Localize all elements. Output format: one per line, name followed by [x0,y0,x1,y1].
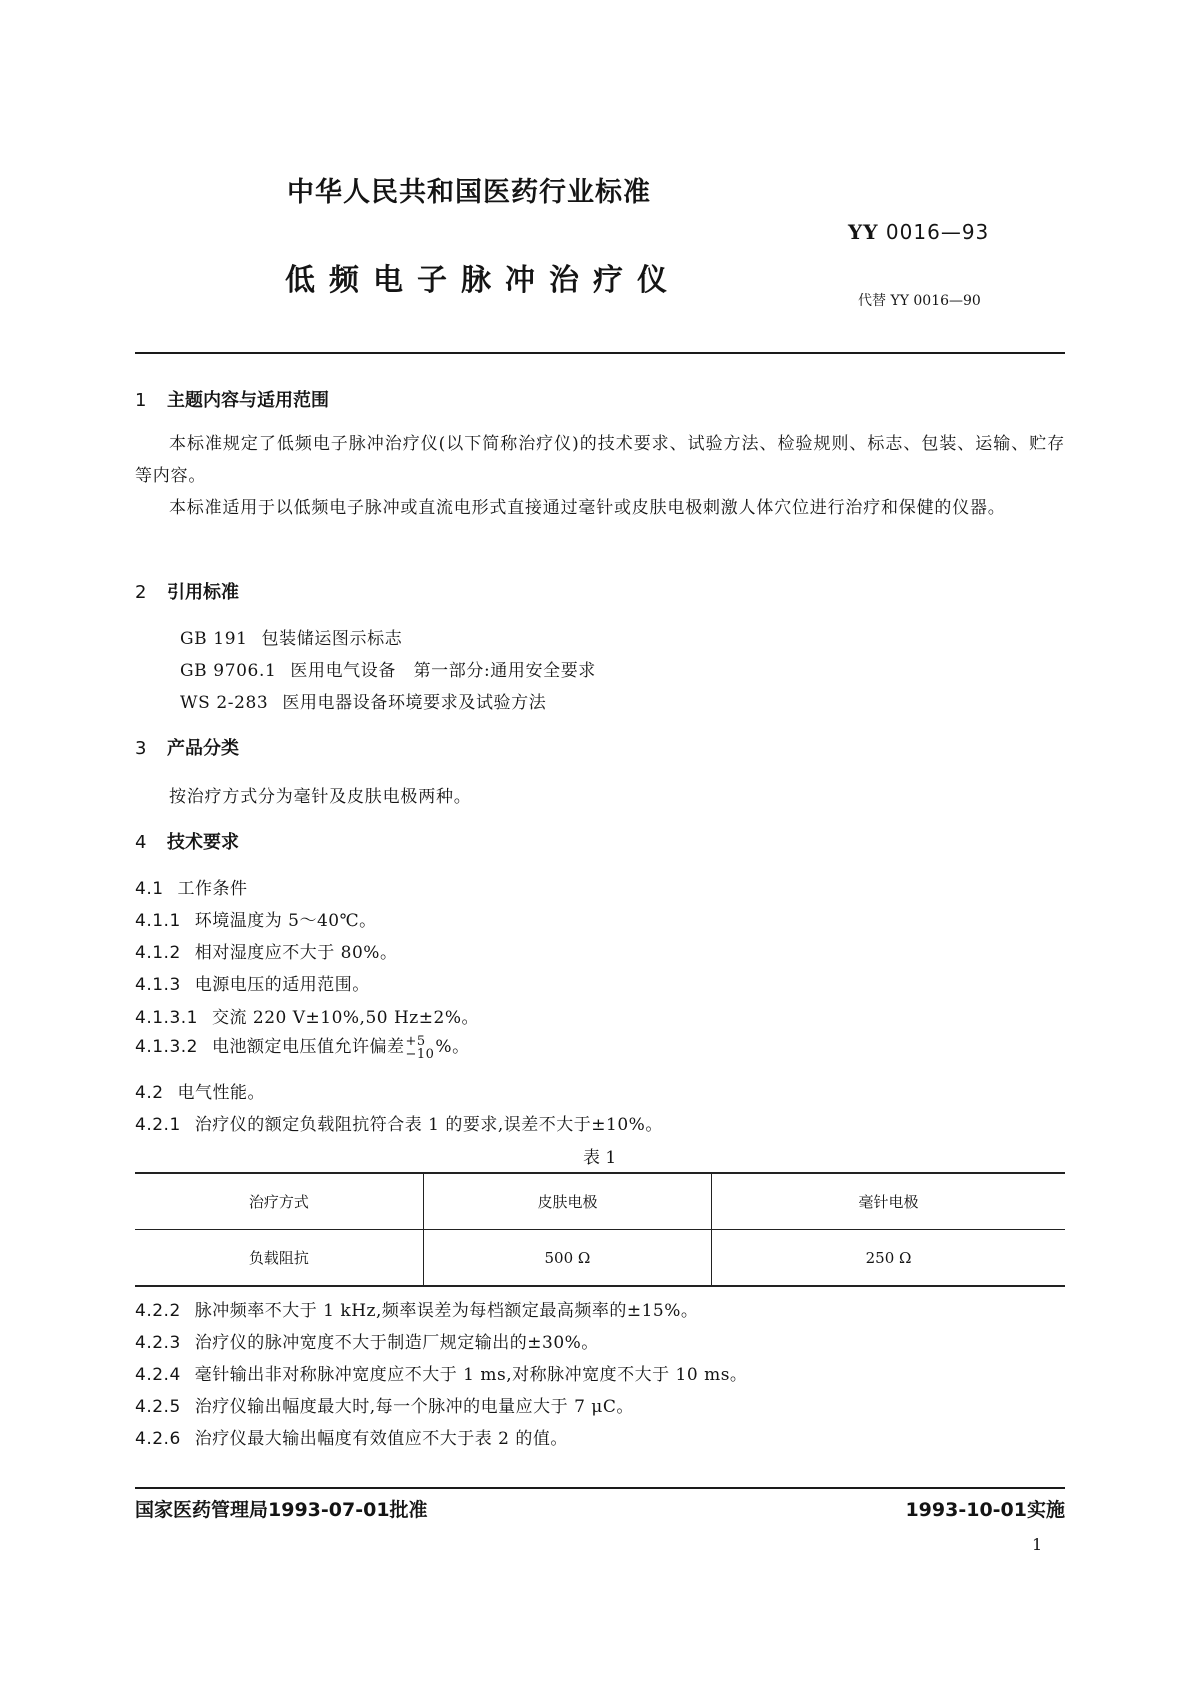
clause-text: 交流 220 V±10%,50 Hz±2%。 [211,1008,479,1028]
clause-4-2 [135,1078,265,1103]
clause-4-2-4 [135,1360,747,1385]
clause-text: 相对湿度应不大于 80%。 [194,943,398,963]
tolerance-fraction [405,1035,434,1061]
section-2-heading [135,578,239,604]
reference-title: 医用电气设备 第一部分:通用安全要求 [290,661,596,681]
reference-code: WS 2-283 [180,693,269,713]
approval-date: 国家医药管理局1993-07-01批准 [135,1499,428,1521]
table-header-cell: 毫针电极 [712,1173,1065,1230]
reference-code: GB 9706.1 [180,661,277,681]
section-1-paragraph-2: 本标准适用于以低频电子脉冲或直流电形式直接通过毫针或皮肤电极刺激人体穴位进行治疗和保健的仪器。 [169,498,1006,518]
section-title: 引用标准 [167,582,239,603]
clause-number: 4.1.3.2 [135,1037,198,1057]
clause-4-2-1 [135,1110,663,1135]
section-title: 技术要求 [167,832,239,853]
clause-text: 电源电压的适用范围。 [194,975,370,995]
clause-suffix: %。 [435,1037,470,1057]
clause-number: 4.1 [135,879,164,899]
standard-code-prefix: YY [848,220,879,244]
clause-number: 4.2 [135,1083,164,1103]
table-1 [135,1172,1065,1287]
reference-item [180,688,546,713]
table-header-cell: 治疗方式 [135,1173,423,1230]
table-cell: 500 Ω [423,1230,711,1287]
replaces-note: 代替 YY 0016—90 [858,293,981,309]
table-cell: 250 Ω [712,1230,1065,1287]
clause-text: 工作条件 [177,879,248,899]
section-3-heading [135,734,239,760]
clause-number: 4.2.1 [135,1115,181,1135]
clause-number: 4.2.4 [135,1365,181,1385]
table-1-caption: 表 1 [583,1148,617,1168]
tolerance-plus: +5 [405,1033,426,1049]
clause-4-2-5 [135,1392,634,1417]
section-3-paragraph: 按治疗方式分为毫针及皮肤电极两种。 [169,787,472,807]
clause-text: 环境温度为 5～40℃。 [194,911,377,931]
section-number: 1 [135,390,147,411]
clause-number: 4.1.3.1 [135,1008,198,1028]
clause-text: 电气性能。 [177,1083,266,1103]
reference-title: 包装储运图示标志 [261,629,403,649]
effective-date: 1993-10-01实施 [905,1499,1065,1521]
clause-text: 治疗仪输出幅度最大时,每一个脉冲的电量应大于 7 μC。 [194,1397,634,1417]
table-header-row [135,1173,1065,1230]
clause-number: 4.2.3 [135,1333,181,1353]
clause-number: 4.2.2 [135,1301,181,1321]
clause-4-1-1 [135,906,377,931]
clause-4-2-2 [135,1296,698,1321]
clause-4-1 [135,874,248,899]
tolerance-minus: −10 [405,1046,435,1062]
section-number: 4 [135,832,147,853]
footer-divider [135,1487,1065,1489]
clause-4-1-3-2 [135,1032,470,1061]
section-number: 3 [135,738,147,759]
clause-number: 4.1.1 [135,911,181,931]
clause-text: 治疗仪最大输出幅度有效值应不大于表 2 的值。 [194,1429,568,1449]
clause-text: 电池额定电压值允许偏差 [211,1037,405,1057]
clause-text: 脉冲频率不大于 1 kHz,频率误差为每档额定最高频率的±15%。 [194,1301,699,1321]
reference-item [180,656,596,681]
table-row [135,1230,1065,1287]
clause-text: 治疗仪的脉冲宽度不大于制造厂规定输出的±30%。 [194,1333,599,1353]
clause-4-1-2 [135,938,397,963]
section-1-paragraph-1: 本标准规定了低频电子脉冲治疗仪(以下简称治疗仪)的技术要求、试验方法、检验规则、标志、包装、运输、贮存等内容。 [135,434,1065,486]
clause-number: 4.1.3 [135,975,181,995]
section-4-heading [135,828,239,854]
standard-category-heading: 中华人民共和国医药行业标准 [287,177,651,208]
reference-title: 医用电器设备环境要求及试验方法 [282,693,547,713]
table-cell: 负载阻抗 [135,1230,423,1287]
clause-4-2-3 [135,1328,599,1353]
standard-code-number: 0016—93 [885,220,990,244]
clause-4-2-6 [135,1424,568,1449]
clause-text: 治疗仪的额定负载阻抗符合表 1 的要求,误差不大于±10%。 [194,1115,663,1135]
clause-4-1-3-1 [135,1003,479,1028]
section-1-heading [135,386,329,412]
standard-code [848,220,989,244]
clause-number: 4.2.5 [135,1397,181,1417]
reference-item [180,624,402,649]
clause-number: 4.1.2 [135,943,181,963]
clause-number: 4.2.6 [135,1429,181,1449]
header-divider [135,352,1065,354]
page-number: 1 [1032,1535,1043,1554]
section-title: 主题内容与适用范围 [167,390,329,411]
clause-4-1-3 [135,970,370,995]
reference-code: GB 191 [180,629,248,649]
table-header-cell: 皮肤电极 [423,1173,711,1230]
section-number: 2 [135,582,147,603]
document-title: 低频电子脉冲治疗仪 [285,263,681,298]
clause-text: 毫针输出非对称脉冲宽度应不大于 1 ms,对称脉冲宽度不大于 10 ms。 [194,1365,748,1385]
section-title: 产品分类 [167,738,239,759]
